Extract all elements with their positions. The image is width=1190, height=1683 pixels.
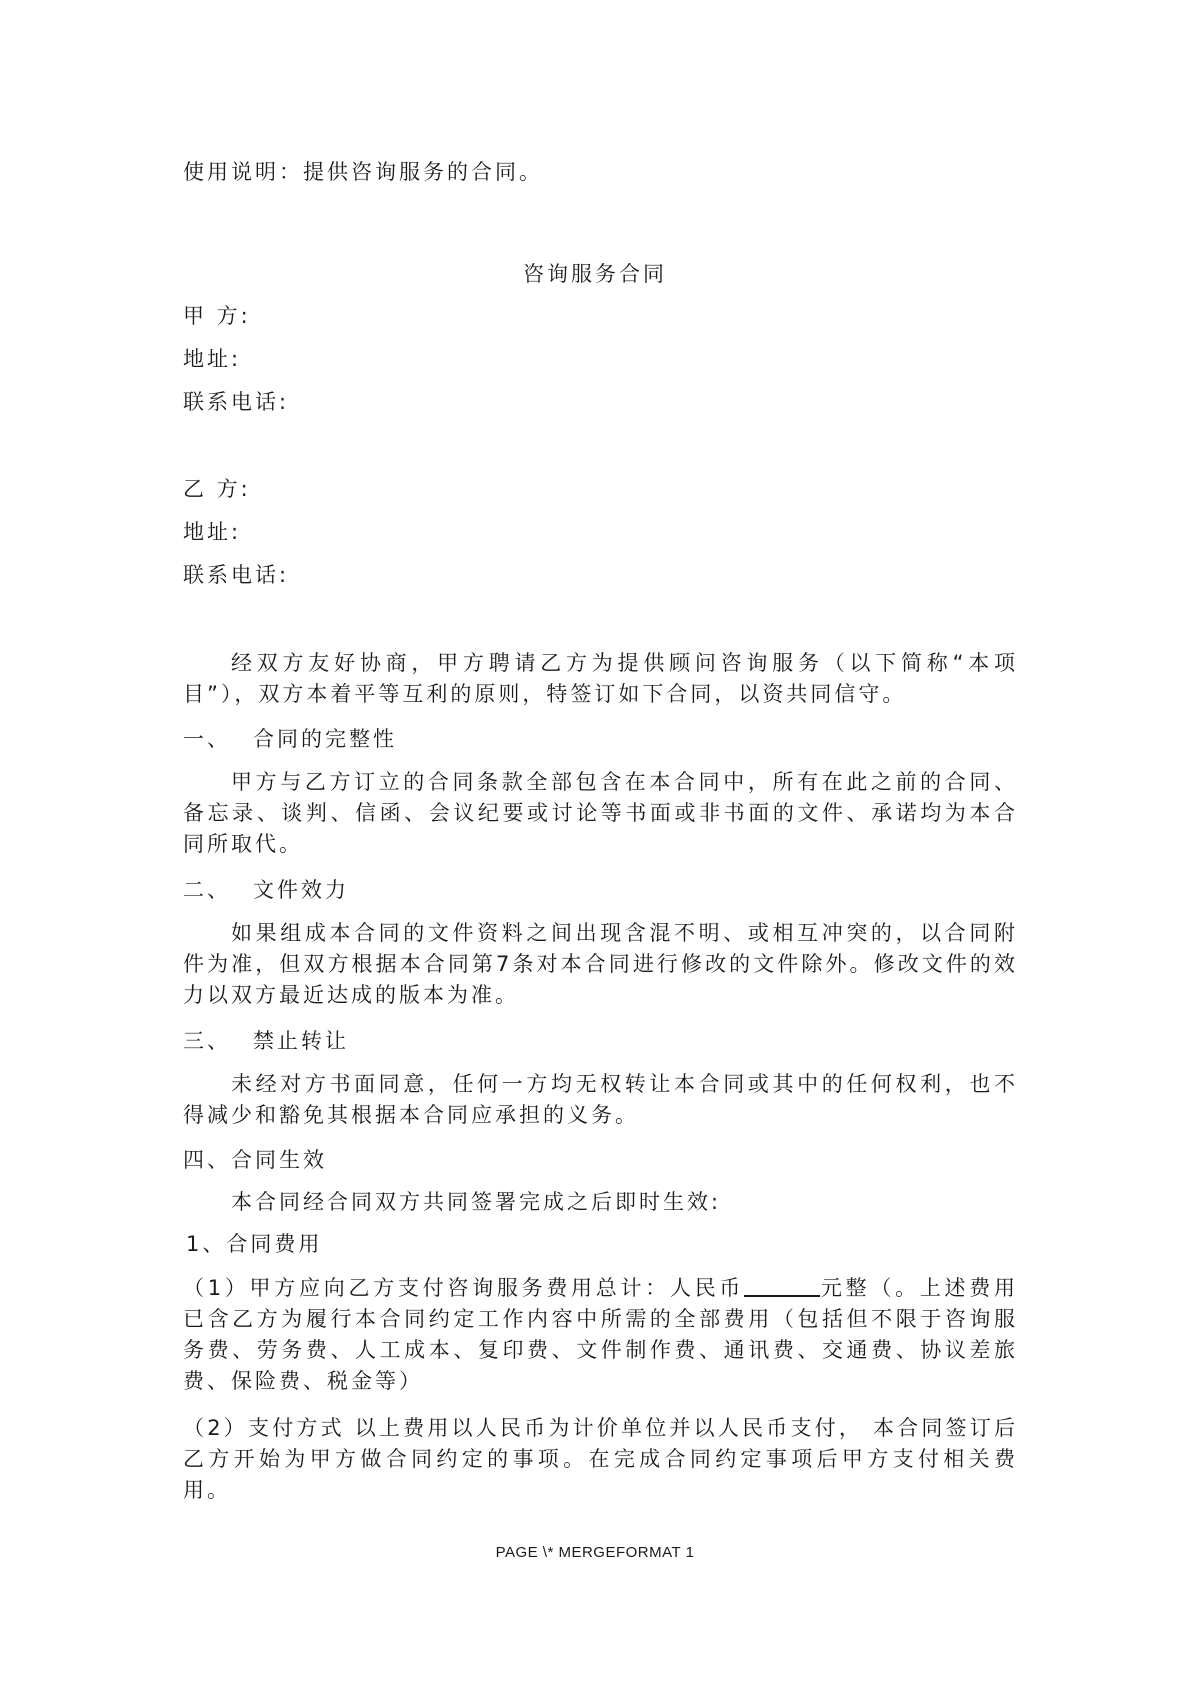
- party-a-label: 甲 方:: [183, 304, 251, 328]
- party-a-phone: 联系电话:: [183, 390, 290, 414]
- fees-item-1: [183, 1273, 1018, 1397]
- party-b-address: 地址:: [183, 520, 242, 544]
- contract-title: 咨询服务合同: [523, 262, 667, 286]
- section-4-heading: 四、合同生效: [183, 1148, 327, 1172]
- amount-blank: [744, 1275, 820, 1297]
- section-2-number: 二、: [183, 878, 231, 902]
- section-2-title: 文件效力: [253, 878, 349, 902]
- section-1-heading: [183, 725, 397, 753]
- section-2-heading: [183, 876, 349, 904]
- section-1-body: 甲方与乙方订立的合同条款全部包含在本合同中，所有在此之前的合同、备忘录、谈判、信函、会议纪要或讨论等书面或非书面的文件、承诺均为本合同所取代。: [183, 770, 1018, 856]
- section-3-body: 未经对方书面同意，任何一方均无权转让本合同或其中的任何权利，也不得减少和豁免其根据本合同应承担的义务。: [183, 1072, 1018, 1127]
- fees-item-1-prefix: （1）甲方应向乙方支付咨询服务费用总计：人民币: [183, 1276, 745, 1300]
- page-footer: PAGE \* MERGEFORMAT 1: [495, 1544, 695, 1561]
- usage-note: 使用说明：提供咨询服务的合同。: [183, 160, 543, 184]
- section-1-title: 合同的完整性: [253, 727, 397, 751]
- fees-heading: 1、合同费用: [186, 1232, 323, 1256]
- section-3-number: 三、: [183, 1029, 231, 1053]
- party-a-address: 地址:: [183, 347, 242, 371]
- section-1-number: 一、: [183, 727, 231, 751]
- section-3-title: 禁止转让: [253, 1029, 349, 1053]
- fees-item-2: （2）支付方式 以上费用以人民币为计价单位并以人民币支付， 本合同签订后乙方开始为甲方做合同约定的事项。在完成合同约定事项后甲方支付相关费用。: [183, 1416, 1018, 1502]
- intro-paragraph: 经双方友好协商，甲方聘请乙方为提供顾问咨询服务（以下简称“本项目”），双方本着平等互利的原则，特签订如下合同，以资共同信守。: [183, 651, 1018, 706]
- party-b-phone: 联系电话:: [183, 563, 290, 587]
- fees-item-1-suffix: 元整（。上述费用已含乙方为履行本合同约定工作内容中所需的全部费用（包括但不限于咨询服务费、劳务费、人工成本、复印费、文件制作费、通讯费、交通费、协议差旅费、保险费、税金等）: [183, 1276, 1019, 1393]
- section-2-body: 如果组成本合同的文件资料之间出现含混不明、或相互冲突的，以合同附件为准，但双方根据本合同第7条对本合同进行修改的文件除外。修改文件的效力以双方最近达成的版本为准。: [183, 921, 1018, 1007]
- section-4-body: 本合同经合同双方共同签署完成之后即时生效:: [231, 1190, 722, 1214]
- party-b-label: 乙 方:: [183, 477, 251, 501]
- section-3-heading: [183, 1027, 349, 1055]
